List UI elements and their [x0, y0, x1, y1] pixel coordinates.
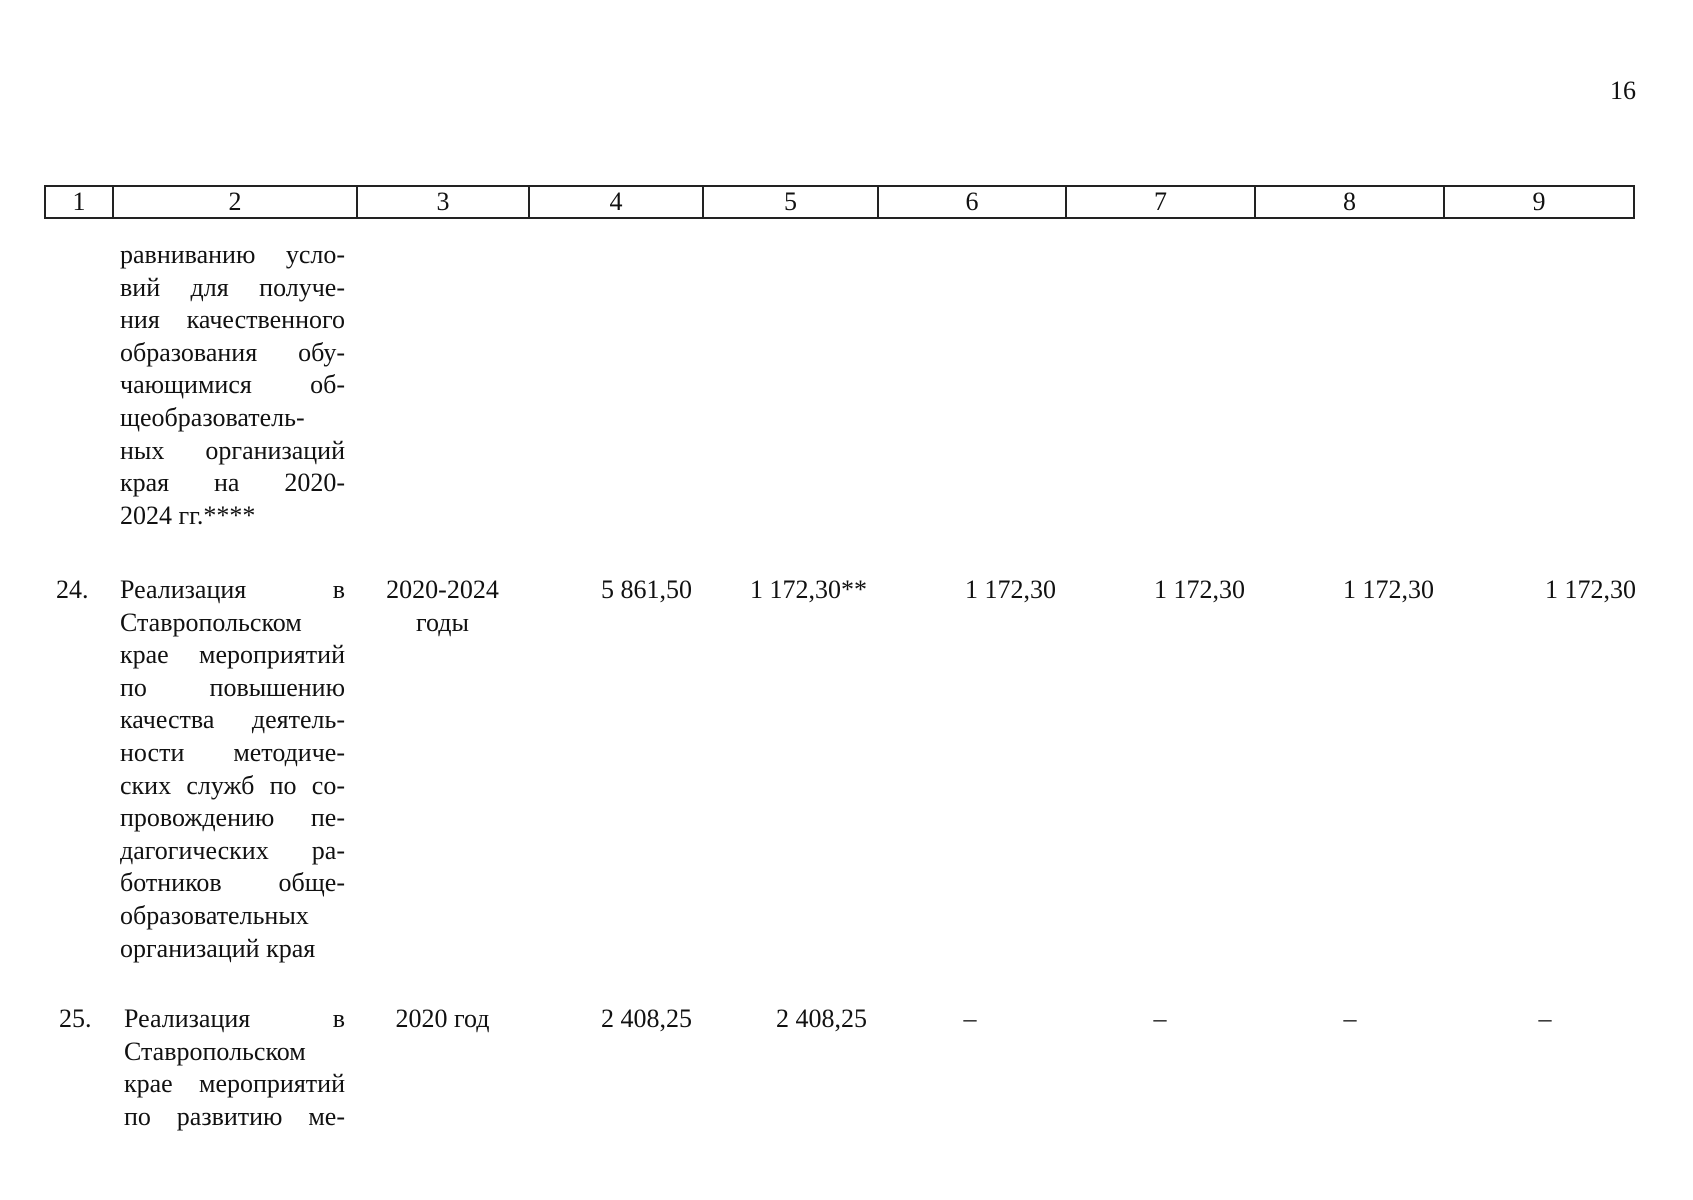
description-line: ности методиче- — [120, 737, 345, 767]
row-25-col-6: – — [963, 1004, 977, 1033]
header-cell-7: 7 — [1067, 187, 1256, 217]
description-line: ния качественного — [120, 305, 345, 335]
description-line: ных организаций — [120, 435, 345, 465]
header-cell-6: 6 — [879, 187, 1067, 217]
description-line: организаций края — [120, 933, 316, 963]
row-24-number: 24. — [56, 575, 89, 604]
header-cell-3: 3 — [358, 187, 530, 217]
description-line: дагогических ра- — [120, 835, 345, 865]
row-continuation-description — [120, 239, 345, 532]
row-24-col-6: 1 172,30 — [965, 575, 1056, 604]
row-25-col-9: – — [1538, 1004, 1552, 1033]
row-24-col-8: 1 172,30 — [1343, 575, 1434, 604]
row-24-period — [365, 574, 520, 639]
header-cell-2: 2 — [114, 187, 358, 217]
description-line: ботников обще- — [120, 868, 345, 898]
description-line: Реализация в — [120, 575, 345, 604]
row-24-col-7: 1 172,30 — [1154, 575, 1245, 604]
row-24-total: 5 861,50 — [601, 575, 692, 604]
header-cell-1: 1 — [46, 187, 114, 217]
description-line: качества деятель- — [120, 705, 345, 735]
header-cell-5: 5 — [704, 187, 879, 217]
description-line: чающимися об- — [120, 370, 345, 400]
row-25-total: 2 408,25 — [601, 1004, 692, 1033]
description-line: края на 2020- — [120, 468, 345, 498]
period-line: 2020 год — [395, 1004, 490, 1033]
period-line: 2020-2024 — [386, 575, 499, 604]
description-line: ских служб по со- — [120, 770, 345, 800]
description-line: Реализация в — [124, 1004, 345, 1033]
period-line: годы — [416, 607, 469, 637]
description-line: по повышению — [120, 672, 345, 702]
row-24-description — [120, 574, 345, 965]
description-line: крае мероприятий — [120, 640, 345, 670]
header-cell-8: 8 — [1256, 187, 1445, 217]
description-line: щеобразователь- — [120, 402, 305, 432]
page-number: 16 — [1610, 76, 1636, 105]
table-header-row — [44, 185, 1635, 219]
description-line: образовательных — [120, 900, 309, 930]
header-cell-9: 9 — [1532, 187, 1546, 216]
description-line: Ставропольском — [120, 607, 302, 637]
description-line: вий для получе- — [120, 272, 345, 302]
row-24-col-5: 1 172,30** — [750, 575, 867, 604]
row-24-col-9: 1 172,30 — [1545, 575, 1636, 604]
row-25-col-8: – — [1343, 1004, 1357, 1033]
row-25-number: 25. — [59, 1004, 92, 1033]
description-line: крае мероприятий — [124, 1069, 345, 1099]
description-line: образования обу- — [120, 337, 345, 367]
header-cell-4: 4 — [530, 187, 704, 217]
description-line: равниванию усло- — [120, 240, 345, 269]
row-25-col-7: – — [1153, 1004, 1167, 1033]
row-25-col-5: 2 408,25 — [776, 1004, 867, 1033]
description-line: Ставропольском — [124, 1036, 306, 1066]
description-line: провождению пе- — [120, 803, 345, 833]
row-25-period — [365, 1003, 520, 1036]
description-line: по развитию ме- — [124, 1101, 345, 1131]
description-line: 2024 гг.**** — [120, 500, 256, 530]
row-25-description — [124, 1003, 345, 1133]
